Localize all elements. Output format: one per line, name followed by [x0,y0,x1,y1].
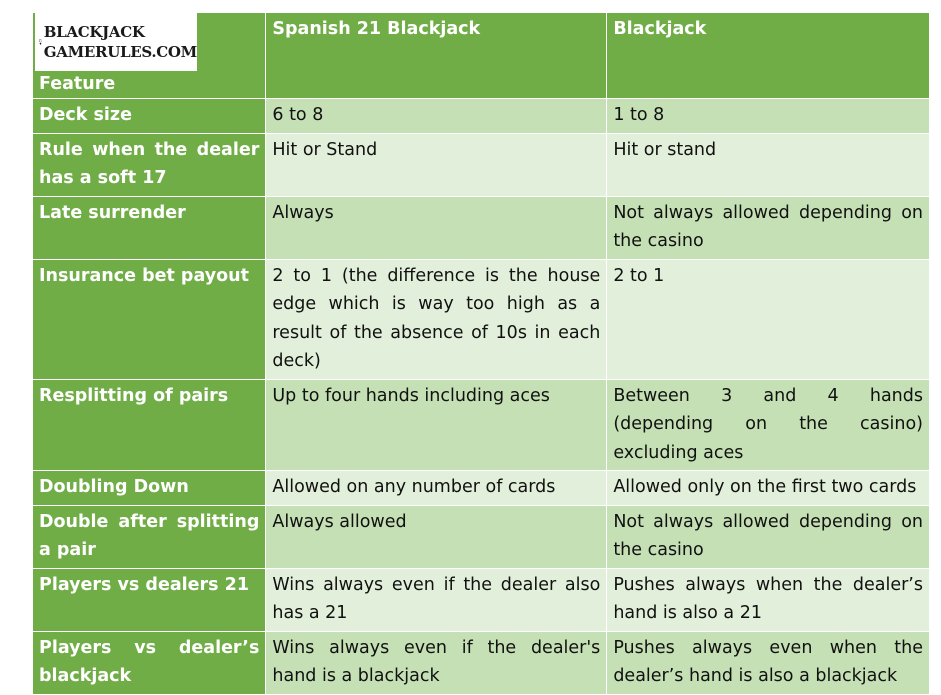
blackjack-cell: 1 to 8 [607,99,930,134]
feature-cell: Resplitting of pairs [33,379,266,471]
table-row [33,99,930,134]
feature-cell: Doubling Down [33,471,266,506]
comparison-table [32,12,930,695]
feature-cell: Late surrender [33,196,266,259]
table-row [33,631,930,694]
feature-cell: Insurance bet payout [33,259,266,379]
blackjack-cell: Allowed only on the first two cards [607,471,930,506]
spanish21-cell: Up to four hands including aces [266,379,607,471]
spanish21-cell: 2 to 1 (the difference is the house edge which is way too high as a result of the absence of 10s in each deck) [266,259,607,379]
blackjack-cell: Between 3 and 4 hands (depending on the casino) excluding aces [607,379,930,471]
blackjack-cell: Hit or stand [607,133,930,196]
logo-line-1: BLACKJACK [43,23,145,41]
feature-header-cell [33,13,266,99]
spanish21-cell: Always [266,196,607,259]
table-row [33,379,930,471]
spanish21-cell: 6 to 8 [266,99,607,134]
cards-icon [39,18,42,66]
feature-cell: Players vs dealers 21 [33,568,266,631]
table-row [33,196,930,259]
table-row [33,259,930,379]
blackjack-cell: Not always allowed depending on the casino [607,196,930,259]
spanish21-cell: Hit or Stand [266,133,607,196]
table-row [33,505,930,568]
spanish21-cell: Wins always even if the dealer's hand is a blackjack [266,631,607,694]
site-logo [35,13,197,71]
blackjack-cell: Pushes always even when the dealer’s hand is also a blackjack [607,631,930,694]
feature-cell: Double after splitting a pair [33,505,266,568]
feature-cell: Deck size [33,99,266,134]
logo-line-2: GAMERULES.COM [43,43,197,61]
spanish21-column-header: Spanish 21 Blackjack [266,13,607,99]
table-row [33,133,930,196]
spanish21-cell: Allowed on any number of cards [266,471,607,506]
feature-cell: Rule when the dealer has a soft 17 [33,133,266,196]
header-row [33,13,930,99]
feature-column-header: Feature [39,74,116,94]
table-row [33,568,930,631]
blackjack-column-header: Blackjack [607,13,930,99]
spanish21-cell: Wins always even if the dealer also has a 21 [266,568,607,631]
feature-cell: Players vs dealer’s blackjack [33,631,266,694]
blackjack-cell: Pushes always when the dealer’s hand is also a 21 [607,568,930,631]
blackjack-cell: Not always allowed depending on the casino [607,505,930,568]
blackjack-cell: 2 to 1 [607,259,930,379]
spanish21-cell: Always allowed [266,505,607,568]
table-row [33,471,930,506]
